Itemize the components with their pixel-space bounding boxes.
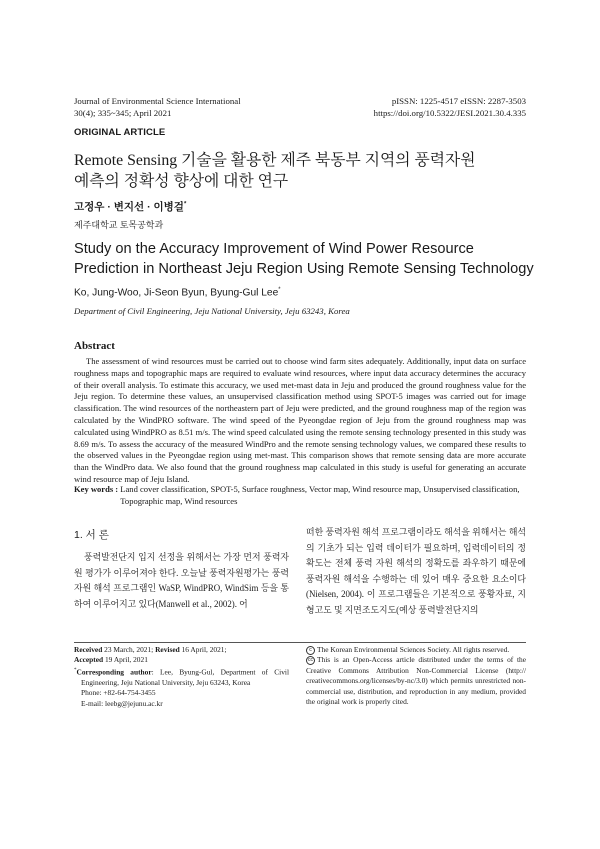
abstract-body: The assessment of wind resources must be carried out to choose wind farm sites adequately. Additionally, input data on surface roughness maps and topographic maps are required to evaluate wind resources, where input data accuracy determines the accuracy of their overall analysis. To estimate this accuracy, we used met-mast data in Jeju and produced the ground roughness value for the Jeju region. To determine these values, an unsupervised classification method using SPOT-5 images was carried out for image classification. The wind resources of the northeastern part of Jeju were predicted, and the ground roughness map of the region was calculated by the WindPRO software. The wind speed of the Pyeongdae region of Jeju from the ground roughness map was calculated using WindPRO as 8.51 m/s. The wind speed calculated using the remote sensing technology presented in this study was 8.69 m/s. To assess the accuracy of the measured WindPro and the remote sensing technology values, we compared these results to the observed values in the Pyeongdae region using met-mast. This comparison shows that remote sensing data are more accurate than the WindPro data. We also found that the ground roughness map calculated in this study is useful for generating an accurate wind resource map of Jeju Island. [74, 356, 526, 484]
received-line [74, 645, 289, 655]
english-authors-mark: * [278, 287, 281, 293]
journal-issn: pISSN: 1225-4517 eISSN: 2287-3503 [391, 96, 526, 106]
copyright-icon: c [306, 646, 315, 655]
section-heading-intro: 1. 서 론 [74, 529, 109, 541]
copyright-text: The Korean Environmental Sciences Society. All rights reserved. [317, 645, 510, 654]
article-type: ORIGINAL ARTICLE [74, 127, 166, 138]
footnote-left [74, 645, 289, 709]
license-text: This is an Open-Access article distributed under the terms of the Creative Commons Attribution Non-Commercial License (http:// creativecommons.org/licenses/by-nc/3.0) which permits unrestricted non-commercial use, distribution, and reproduction in any medium, provided the original work is properly cited. [306, 655, 526, 707]
journal-name: Journal of Environmental Science International [74, 96, 241, 106]
keywords [74, 484, 526, 508]
intro-text-left: 풍력발전단지 입지 선정을 위해서는 가장 먼저 풍력자원 평가가 이루어져야 한다. 오늘날 풍력자원평가는 풍력자원 해석 프로그램인 WaSP, WindPRO, WindSim 등을 통하여 이루어지고 있다(Manwell et al., 2002). 어 [74, 552, 289, 609]
korean-authors-mark: * [183, 201, 187, 208]
korean-title-line1: Remote Sensing 기술을 활용한 제주 북동부 지역의 풍력자원 [74, 152, 476, 169]
license-line [306, 655, 526, 707]
english-title-line2: Prediction in Northeast Jeju Region Using Remote Sensing Technology [74, 260, 534, 277]
creative-commons-icon: cc [308, 657, 313, 664]
korean-title [74, 150, 544, 192]
abstract-heading: Abstract [74, 340, 115, 352]
english-title [74, 240, 544, 279]
keywords-label: Key words : [74, 484, 121, 494]
korean-authors: 고정우 · 변지선 · 이병걸 [74, 201, 184, 213]
journal-header-right [374, 95, 526, 119]
journal-volume: 30(4); 335~345; April 2021 [74, 108, 172, 118]
received-date: 23 March, 2021; [102, 645, 156, 654]
corr-text: : Lee, Byung-Gul, Department of Civil Engineering, Jeju National University, Jeju 63243, Korea [81, 667, 290, 687]
corr-label: Corresponding author [76, 667, 152, 677]
keywords-text: Land cover classification, SPOT-5, Surface roughness, Vector map, Wind resource map, Unsupervised classification, Topographic map, Wind resources [120, 484, 520, 506]
journal-header-left [74, 95, 241, 119]
corr-email[interactable]: E-mail: leebg@jejunu.ac.kr [81, 698, 163, 708]
corr-mark: * [74, 667, 77, 673]
revised-date: 16 April, 2021; [179, 645, 227, 654]
english-title-line1: Study on the Accuracy Improvement of Wind Power Resource [74, 241, 474, 257]
english-affiliation: Department of Civil Engineering, Jeju National University, Jeju 63243, Korea [74, 306, 350, 316]
received-label: Received [74, 645, 103, 654]
english-authors: Ko, Jung-Woo, Ji-Seon Byun, Byung-Gul Lee [74, 287, 279, 299]
korean-title-line2: 예측의 정확성 향상에 대한 연구 [74, 173, 289, 190]
accepted-line [74, 655, 289, 665]
korean-affiliation: 제주대학교 토목공학과 [74, 220, 164, 230]
corr-phone: Phone: +82-64-754-3455 [81, 688, 156, 698]
revised-label: Revised [155, 645, 180, 654]
footnote-right [306, 645, 526, 707]
korean-authors-block [74, 199, 186, 214]
footnote-divider [74, 642, 526, 643]
journal-doi[interactable]: https://doi.org/10.5322/JESI.2021.30.4.335 [373, 108, 526, 118]
accepted-date: 19 April, 2021 [103, 655, 148, 665]
intro-text-right: 떠한 풍력자원 해석 프로그램이라도 해석을 위해서는 해석의 기초가 되는 입력 데이터가 필요하며, 입력데이터의 정확도는 전체 풍력 자원 해석의 정확도를 좌우하기 때문에 풍력자원 해석을 수행하는 데 있어 매우 중요한 요소이다(Nielsen, 2004). 이 프로그램들은 기본적으로 풍황자료, 지형고도 및 지면조도지도(예상 풍력발전단지의 [306, 527, 526, 615]
accepted-label: Accepted [74, 655, 104, 665]
corresponding-author [74, 666, 289, 688]
copyright-line [306, 645, 526, 655]
english-authors-block [74, 287, 281, 298]
